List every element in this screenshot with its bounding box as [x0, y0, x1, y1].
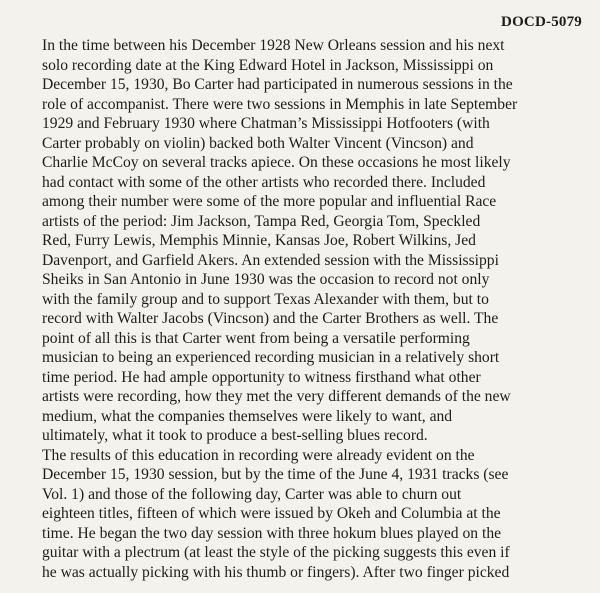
text-line: record with Walter Jacobs (Vincson) and the Carter Brothers as well. The: [42, 310, 499, 327]
text-line: point of all this is that Carter went from being a versatile performing: [42, 329, 470, 347]
text-line: In the time between his December 1928 New Orleans session and his next: [42, 37, 505, 54]
text-line: December 15, 1930, Bo Carter had participated in numerous sessions in the: [42, 76, 513, 93]
text-line: artists were recording, how they met the very different demands of the new: [42, 388, 511, 405]
text-line: eighteen titles, fifteen of which were issued by Okeh and Columbia at the: [42, 505, 501, 522]
text-line: Carter probably on violin) backed both Walter Vincent (Vincson) and: [42, 134, 474, 152]
text-line: artists of the period: Jim Jackson, Tampa Red, Georgia Tom, Speckled: [42, 212, 481, 230]
text-line: time. He began the two day session with three hokum blues played on the: [42, 524, 502, 542]
text-line: Sheiks in San Antonio in June 1930 was the occasion to record not only: [42, 271, 490, 288]
liner-notes-text: [42, 36, 582, 582]
text-line: Red, Furry Lewis, Memphis Minnie, Kansas Joe, Robert Wilkins, Jed: [42, 232, 476, 249]
text-line: with the family group and to support Texas Alexander with them, but to: [42, 290, 489, 308]
text-line: The results of this education in recording were already evident on the: [42, 446, 475, 464]
text-line: December 15, 1930 session, but by the time of the June 4, 1931 tracks (see: [42, 466, 509, 483]
text-line: time period. He had ample opportunity to witness firsthand what other: [42, 368, 481, 386]
text-line: Vol. 1) and those of the following day, Carter was able to churn out: [42, 485, 462, 503]
catalog-number: DOCD-5079: [501, 14, 582, 30]
text-line: ultimately, what it took to produce a best-selling blues record.: [42, 427, 428, 444]
text-line: had contact with some of the other artists who recorded there. Included: [42, 173, 486, 191]
text-line: musician to being an experienced recording musician in a relatively short: [42, 349, 500, 366]
text-line: among their number were some of the more popular and influential Race: [42, 193, 497, 210]
text-line: Charlie McCoy on several tracks apiece. On these occasions he most likely: [42, 154, 511, 171]
text-line: role of accompanist. There were two sessions in Memphis in late September: [42, 95, 518, 113]
text-line: he was actually picking with his thumb or fingers). After two finger picked: [42, 563, 510, 581]
text-line: guitar with a plectrum (at least the style of the picking suggests this even if: [42, 544, 510, 561]
text-line: solo recording date at the King Edward Hotel in Jackson, Mississippi on: [42, 56, 494, 74]
text-line: 1929 and February 1930 where Chatman’s Mississippi Hotfooters (with: [42, 115, 490, 132]
text-line: Davenport, and Garfield Akers. An extended session with the Mississippi: [42, 251, 499, 269]
text-line: medium, what the companies themselves were likely to want, and: [42, 407, 453, 425]
